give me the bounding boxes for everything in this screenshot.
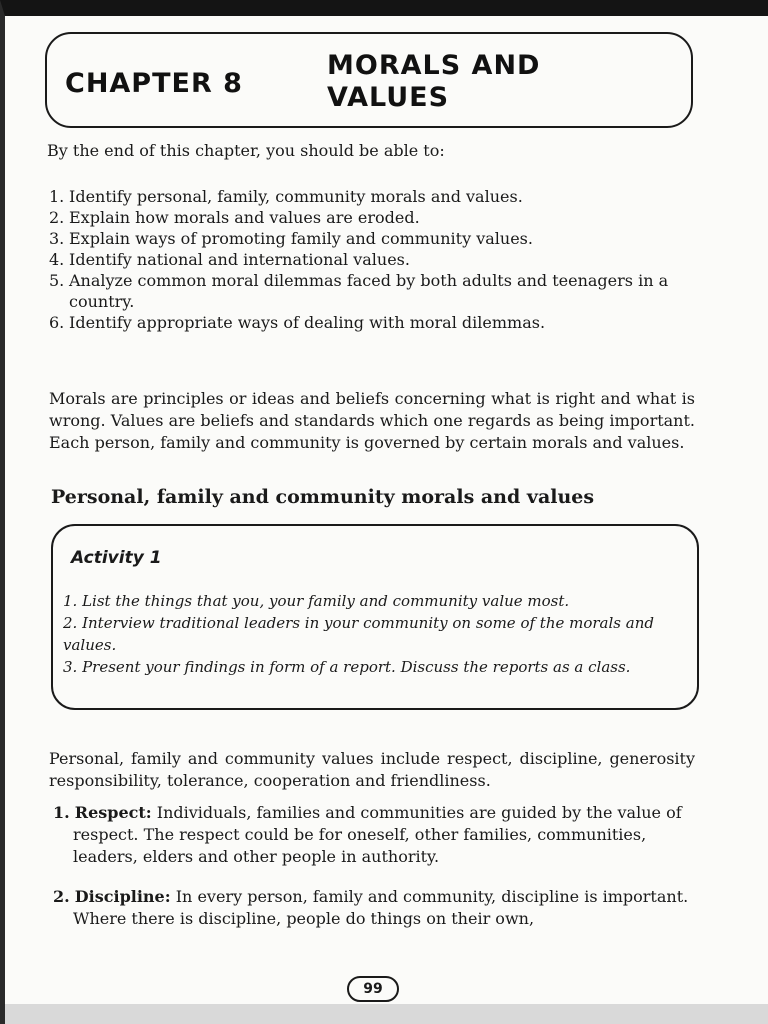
list-item: 2. Interview traditional leaders in your community on some of the morals and values. <box>63 614 654 654</box>
value-item-discipline: 2. Discipline: In every person, family and community, discipline is important. Where there is discipline, people do things on their own, <box>53 887 689 928</box>
list-item: 1. Identify personal, family, community morals and values. <box>49 187 523 206</box>
section-heading: Personal, family and community morals and values <box>51 486 595 508</box>
chapter-number: CHAPTER 8 <box>65 68 243 99</box>
list-item: 6. Identify appropriate ways of dealing with moral dilemmas. <box>49 313 546 332</box>
activity-title: Activity 1 <box>71 548 162 568</box>
chapter-title-line-1: MORALS AND <box>327 50 541 81</box>
objectives-list <box>49 186 699 333</box>
activity-box <box>51 524 699 710</box>
page-bottom-edge <box>5 1004 768 1024</box>
values-intro-paragraph: Personal, family and community values include respect, discipline, generosity responsibility, tolerance, cooperation and friendliness. <box>49 749 695 790</box>
list-item: 5. Analyze common moral dilemmas faced by both adults and teenagers in a country. <box>49 271 669 311</box>
list-item: 2. Explain how morals and values are eroded. <box>49 208 420 227</box>
definition-paragraph: Morals are principles or ideas and beliefs concerning what is right and what is wrong. Values are beliefs and standards which one regards as being important. Each person, family and community is governed by certain morals and values. <box>49 389 695 452</box>
list-item: 3. Present your findings in form of a report. Discuss the reports as a class. <box>63 658 631 676</box>
page-number: 99 <box>347 976 399 1002</box>
value-item-respect: 1. Respect: Individuals, families and communities are guided by the value of respect. The respect could be for oneself, other families, communities, leaders, elders and other people in authority. <box>53 803 682 866</box>
chapter-title-box <box>45 32 693 128</box>
chapter-title-line-2: VALUES <box>327 82 450 113</box>
chapter-title <box>327 50 627 114</box>
list-item: 4. Identify national and international values. <box>49 250 410 269</box>
list-item: 3. Explain ways of promoting family and community values. <box>49 229 533 248</box>
activity-list <box>63 590 691 678</box>
chapter-intro: By the end of this chapter, you should be able to: <box>47 141 445 160</box>
list-item: 1. List the things that you, your family and community value most. <box>63 592 570 610</box>
